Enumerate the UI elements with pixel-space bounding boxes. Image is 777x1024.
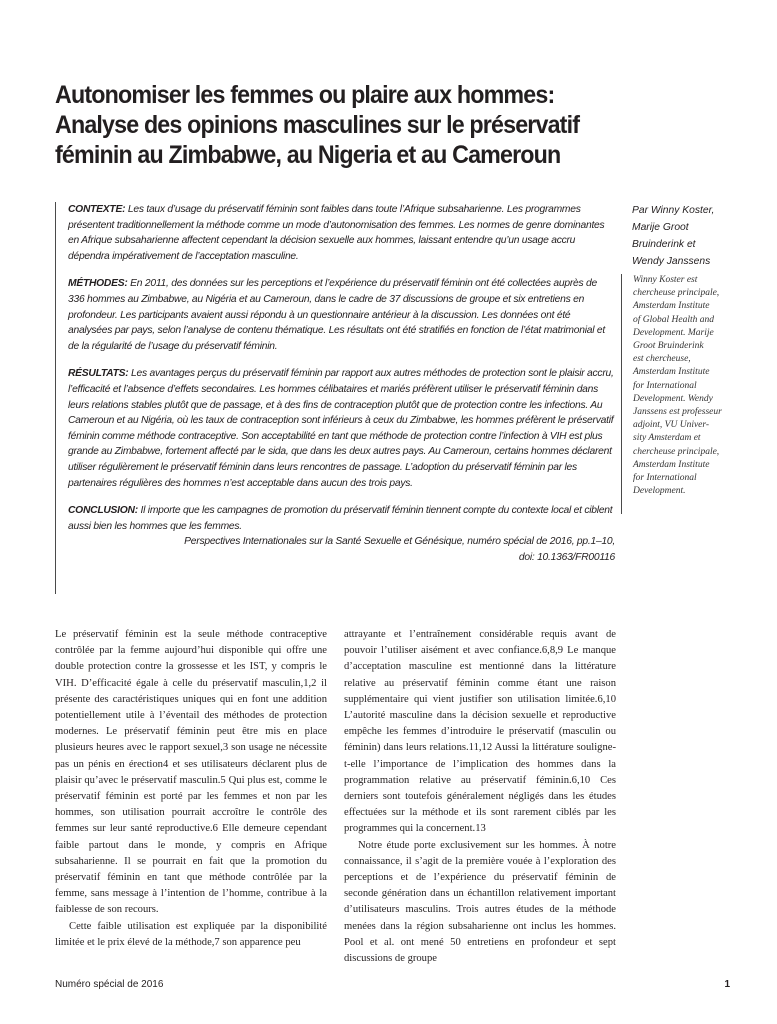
author-affiliations — [621, 274, 741, 514]
author-line: Bruinderink et — [632, 239, 696, 250]
affiliation-line: Development. Wendy — [633, 393, 713, 404]
affiliation-line: Amsterdam Institute — [633, 301, 710, 312]
abstract-label: CONCLUSION: — [68, 505, 138, 517]
abstract-label: MÉTHODES: — [68, 278, 128, 290]
abstract-text: Les taux d’usage du préservatif féminin sont faibles dans toute l’Afrique subsaharienne. Les programmes présentent traditionnellement la méthode comme un mode d’autonomisation des femmes. Les normes de genre dominantes en Afrique subsaharienne affectent cependant la décision sexuelle aux hommes, laissant entendre qu’un usage accru dépendra impérativement de l’acceptation masculine. — [68, 204, 605, 262]
affiliation-line: adjoint, VU Univer- — [633, 420, 710, 431]
footer-issue: Numéro spécial de 2016 — [55, 979, 164, 990]
affiliation-line: Development. — [633, 486, 686, 497]
citation-line: Perspectives Internationales sur la Santé Sexuelle et Génésique, numéro spécial de 2016, pp.1–10, — [184, 536, 615, 548]
title-line: féminin au Zimbabwe, au Nigeria et au Cameroun — [55, 141, 561, 169]
author-byline — [632, 202, 742, 270]
affiliation-line: est chercheuse, — [633, 354, 691, 365]
body-paragraph: Le préservatif féminin est la seule méthode contraceptive contrôlée par la femme aujourd’hui disponible qui offre une double protection contre la grossesse et les IST, y compris le VIH. D’efficacité égale à celle du préservatif masculin,1,2 il présente des caractéristiques uniques qui en font une addition potentiellement utile à l’éventail des méthodes de protection modernes. Le préservatif féminin peut être mis en place plusieurs heures avec le rapport sexuel,3 son usage ne nécessite pas un pénis en érection4 et ses utilisateurs déclarent plus de plaisir qu’avec le préservatif masculin.5 Qui plus est, comme le préservatif féminin est porté par les femmes et non par les hommes, son utilisation pourrait accroître le contrôle des femmes sur leur santé reproductive.6 Elle demeure cependant faible partout dans le monde, y compris en Afrique subsaharienne. Il se pourrait en fait que la promotion du préservatif féminin en tant que méthode contrôlée par la femme, sans message à l’intention de l’homme, contribue à la faiblesse de son recours. — [55, 629, 327, 916]
author-line: Wendy Janssens — [632, 256, 711, 267]
affiliation-line: Amsterdam Institute — [633, 367, 710, 378]
affiliation-line: sity Amsterdam et — [633, 433, 701, 444]
abstract-text: Il importe que les campagnes de promotion du préservatif féminin tiennent compte du contexte local et ciblent aussi bien les hommes que les femmes. — [68, 505, 613, 532]
abstract-label: CONTEXTE: — [68, 204, 126, 215]
citation-doi: doi: 10.1363/FR00116 — [518, 551, 615, 563]
body-column-left — [55, 627, 327, 951]
abstract-conclusion — [68, 503, 615, 534]
abstract-text: En 2011, des données sur les perceptions et l’expérience du préservatif féminin ont été collectées auprès de 336 hommes au Zimbabwe, au Nigéria et au Cameroun, dans le cadre de 37 discussions de groupe et six entretiens en profondeur. Les participants avaient aussi répondu à un questionnaire antérieur à la discussion. Les données ont été analysées par pays, selon l’analyse de contenu thématique. Les résultats ont été stratifiés en fonction de l’état matrimonial et de la régularité de l’usage du préservatif féminin. — [68, 278, 605, 352]
affiliation-line: Amsterdam Institute — [633, 459, 710, 470]
abstract-results — [68, 366, 615, 491]
title-line: Autonomiser les femmes ou plaire aux hommes: — [55, 81, 555, 109]
abstract-context — [68, 202, 615, 264]
affiliation-line: for International — [633, 380, 697, 391]
citation — [68, 534, 615, 565]
body-paragraph: Cette faible utilisation est expliquée par la disponibilité limitée et le prix élevé de la méthode,7 son apparence peu — [55, 920, 327, 948]
body-paragraph: Notre étude porte exclusivement sur les hommes. À notre connaissance, il s’agit de la première vouée à l’exploration des perceptions et de l’expérience du préservatif féminin de seconde génération dans un échantillon relativement important d’utilisateurs masculins. Trois autres études de la méthode menées dans la région subsaharienne ont inclus les hommes. Pool et al. ont mené 50 entretiens en profondeur et sept discussions de groupe — [344, 839, 616, 965]
affiliation-line: chercheuse principale, — [633, 288, 720, 299]
page-number: 1 — [724, 979, 730, 990]
affiliation-line: Development. Marije — [633, 327, 714, 338]
affiliation-line: chercheuse principale, — [633, 446, 720, 457]
article-title — [55, 80, 580, 170]
abstract-box — [55, 202, 615, 594]
affiliation-line: Janssens est professeur — [633, 407, 722, 418]
abstract-label: RÉSULTATS: — [68, 368, 129, 380]
body-paragraph: attrayante et l’entraînement considérable requis avant de pouvoir l’utiliser aisément et avec confiance.6,8,9 Le manque d’acceptation masculine est mentionné dans la littérature relative au préservatif féminin comme étant une raison supplémentaire qui vient justifier son utilisation limitée.6,10 L’autorité masculine dans la décision sexuelle et reproductive empêche les femmes d’introduire le préservatif (masculin ou féminin) dans leurs relations.11,12 Aussi la littérature souligne-t-elle l’importance de l’implication des hommes dans la programmation relative au préservatif féminin.6,10 Ces derniers sont toutefois généralement négligés dans les études effectuées sur la méthode et ils sont rarement ciblés par les programmes qui la concernent.13 — [344, 629, 616, 835]
affiliation-line: for International — [633, 473, 697, 484]
abstract-methods — [68, 276, 615, 354]
affiliation-line: Groot Bruinderink — [633, 341, 704, 352]
author-line: Par Winny Koster, — [632, 205, 715, 216]
author-line: Marije Groot — [632, 222, 689, 233]
affiliation-line: of Global Health and — [633, 314, 715, 325]
body-column-right — [344, 627, 616, 967]
affiliation-line: Winny Koster est — [633, 275, 698, 285]
title-line: Analyse des opinions masculines sur le préservatif — [55, 111, 580, 139]
abstract-text: Les avantages perçus du préservatif féminin par rapport aux autres méthodes de protection sont le plaisir accru, l’efficacité et l’absence d’effets secondaires. Les hommes célibataires et mariés préfèrent utiliser le préservatif féminin dans leurs relations stables plutôt que de passage, et à des fins de contraception plutôt que de protection contre les infections. Au Cameroun et au Nigéria, où les taux de contraception sont inférieurs à ceux du Zimbabwe, les hommes préfèrent le préservatif féminin comme méthode contraceptive. Son acceptabilité en tant que méthode de protection contre l’infection à VIH est plus grande au Zimbabwe, fortement affecté par le sida, que dans les deux autres pays. Au Cameroun, certains hommes déclarent utiliser régulièrement le préservatif féminin dans leurs rencontres de passage. L’adoption du préservatif féminin par les partenaires régulières des hommes n’est acceptable dans aucun des trois pays. — [68, 368, 614, 489]
